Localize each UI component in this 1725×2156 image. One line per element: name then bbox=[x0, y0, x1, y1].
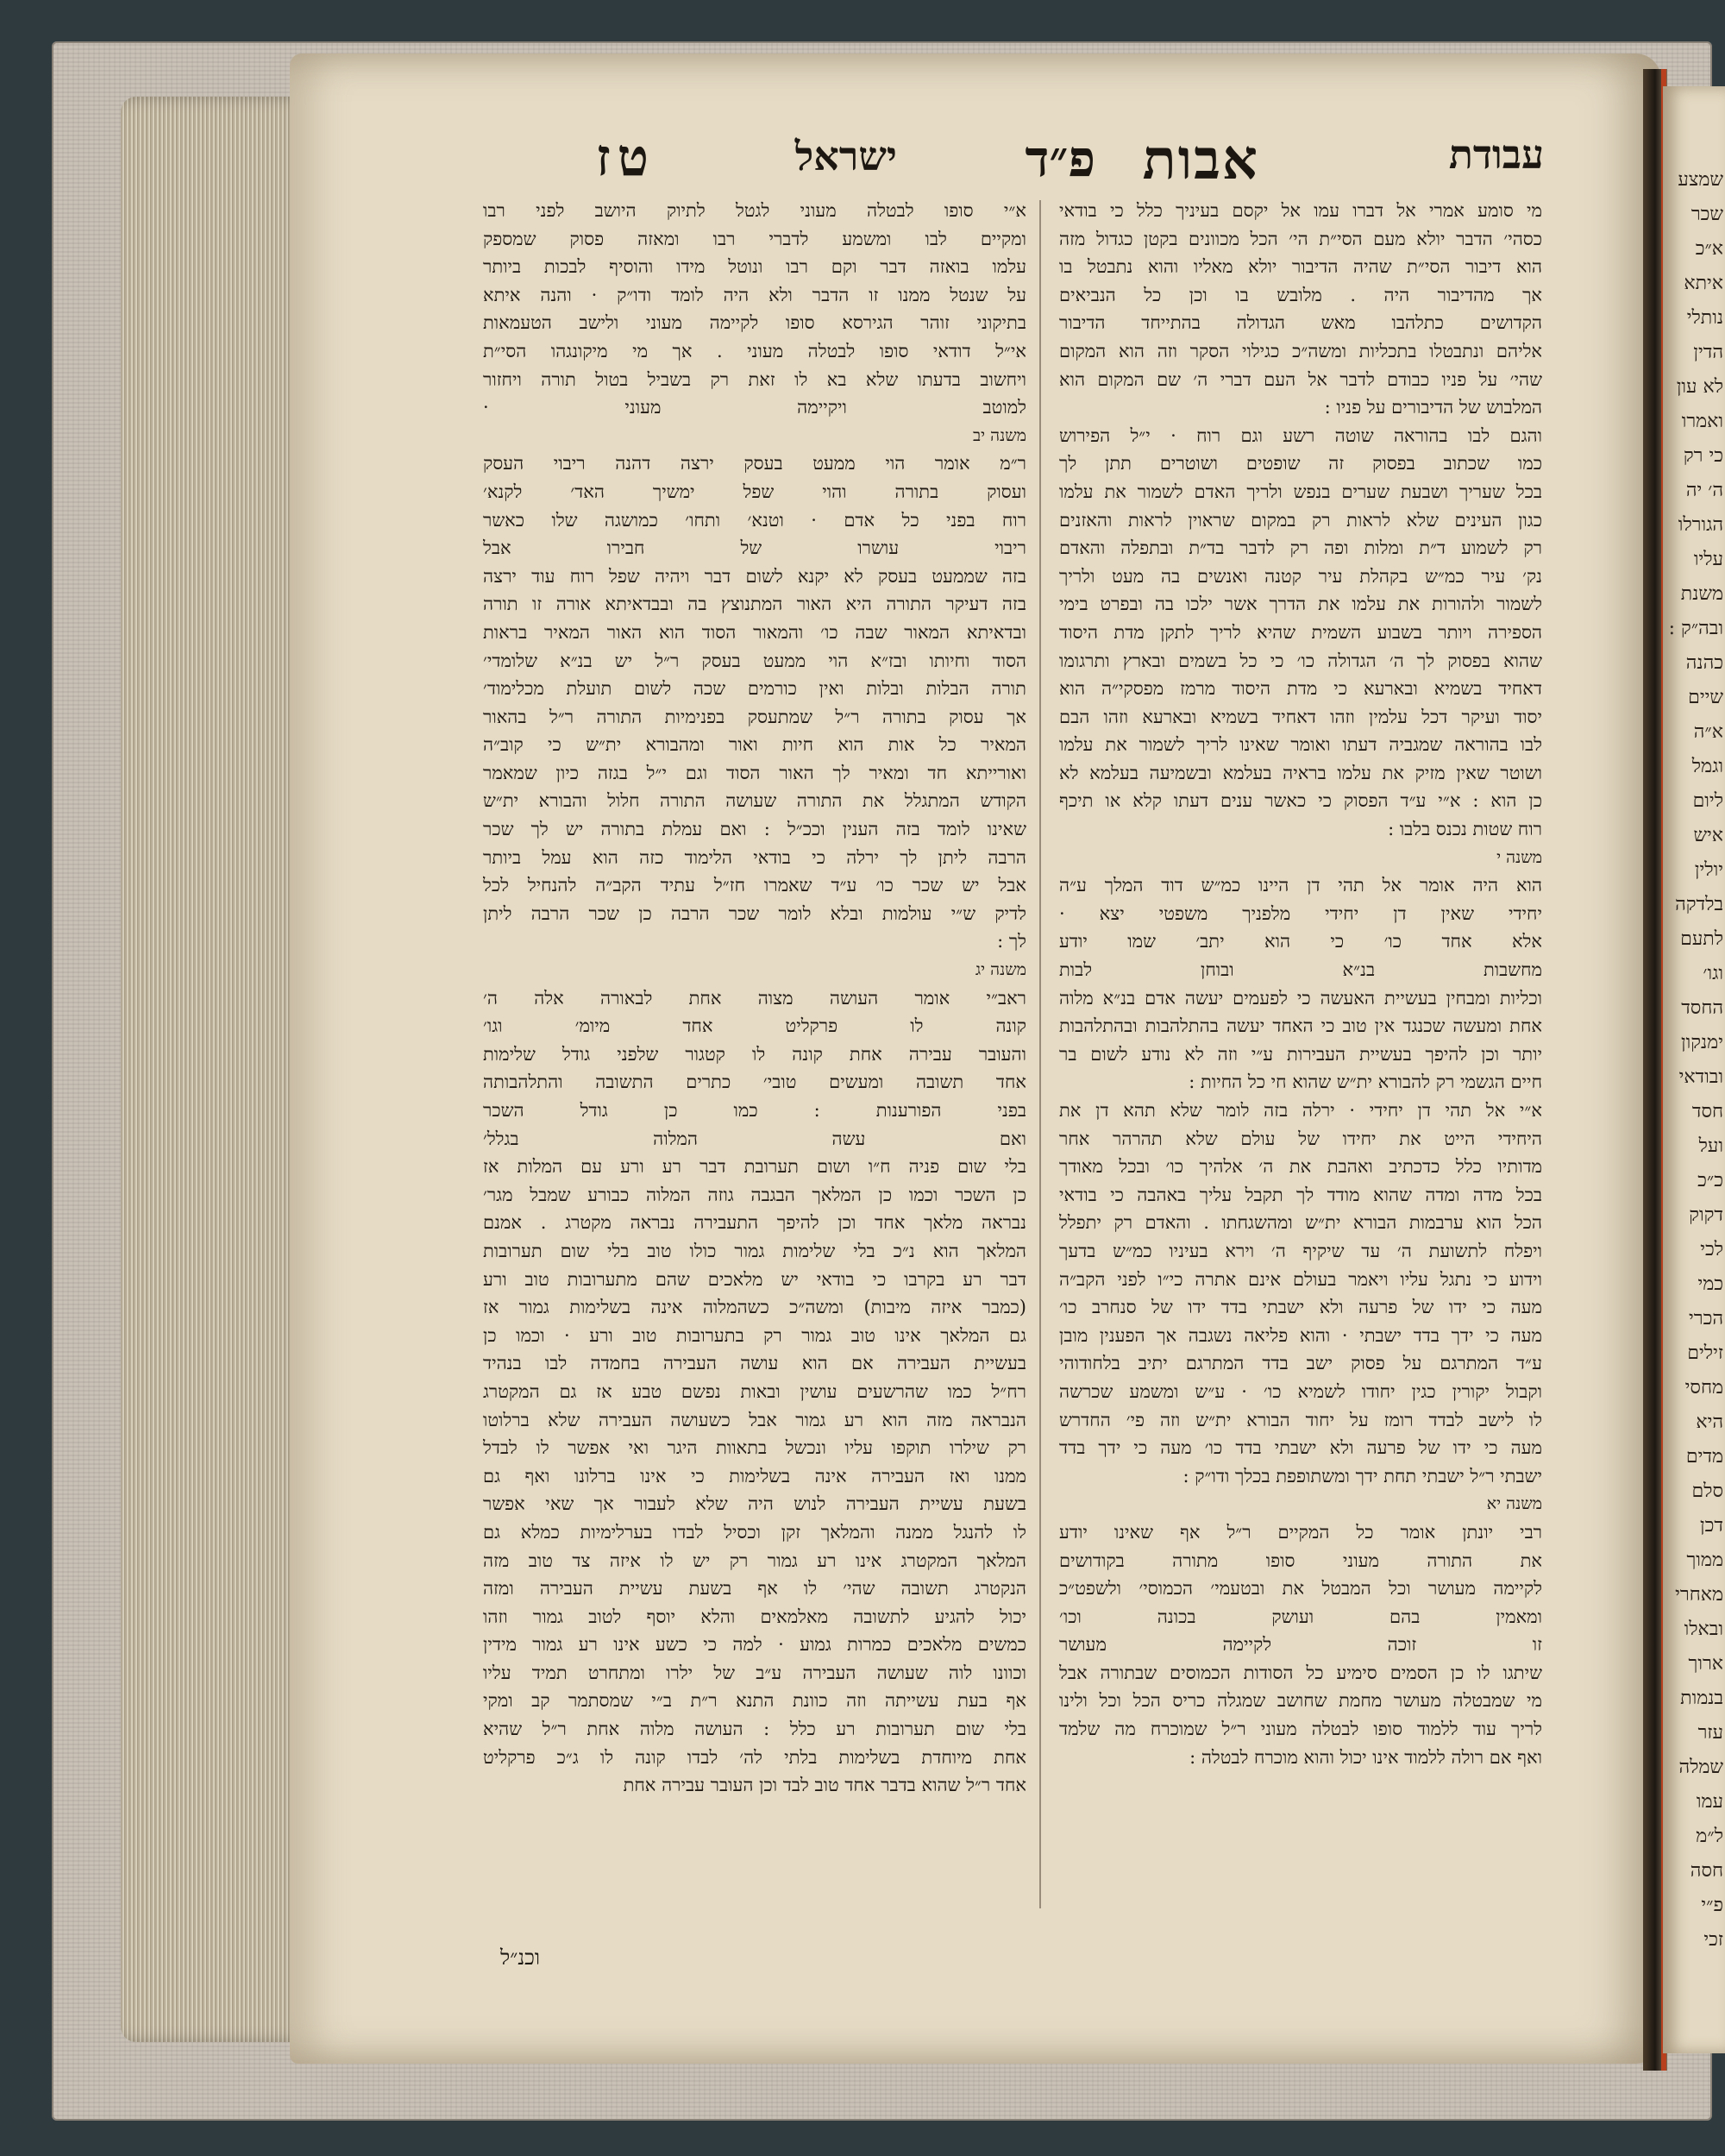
facing-page-line: משנת bbox=[1680, 583, 1723, 605]
facing-page-line: עליו bbox=[1693, 549, 1723, 570]
facing-page-line: חסה bbox=[1690, 1860, 1723, 1882]
right-column-line: המלבוש של הדיבורים על פניו : bbox=[1324, 397, 1542, 418]
left-column-line: אחד תשובה ומעשים טובי׳ כתרים התשובה והתלהבותה bbox=[483, 1072, 1026, 1093]
right-column-line: ויפלח לתשועת ה׳ עד שיקיף ה׳ וירא בעיניו כמ״ש בדעך bbox=[1059, 1240, 1542, 1261]
facing-page-line: הכרי bbox=[1689, 1308, 1723, 1329]
facing-page-line: זילים bbox=[1687, 1342, 1723, 1364]
facing-page-line: בנמות bbox=[1680, 1688, 1723, 1709]
facing-page-line: כי רק bbox=[1683, 445, 1723, 467]
right-column-line: הוא היה אומר אל תהי דן היינו כמ״ש דוד המלך ע״ה bbox=[1059, 875, 1542, 896]
left-column-line: ואם עשה המלוה בגלל׳ bbox=[483, 1128, 1026, 1149]
right-column-line: לשמור ולהורות את עלמו את הדרך אשר ילכו בה ובפרט בימי bbox=[1059, 594, 1542, 615]
header-chapter: פ״ד bbox=[1025, 129, 1095, 188]
right-column-line: כסהי׳ הדבר יולא מעם הסי״ת הי׳ הכל מכוונים בקטן כגדול מזה bbox=[1059, 228, 1542, 249]
left-column-line: המלאך הוא נ״כ בלי שלימות גמור כולו טוב בלי שום תערובות bbox=[483, 1240, 1026, 1261]
left-column-line: ראב״י אומר העושה מצוה אחת לבאורה אלה ה׳ bbox=[483, 987, 1026, 1009]
left-column-line: למוטב ויקיימה מעוני · bbox=[483, 397, 1026, 418]
facing-page-line: דכן bbox=[1700, 1515, 1723, 1537]
facing-page-line: החסד bbox=[1681, 997, 1723, 1019]
header-right-title: ישראל bbox=[794, 133, 897, 179]
right-column-line: רק לשמוע ד״ת ומלות ופה רק לדבר בד״ת ובתפלה והאדם bbox=[1059, 537, 1542, 559]
left-column-line: יכול להגיע לתשובה מאלמאים והלא יוסף לטוב גמור וזהו bbox=[483, 1606, 1026, 1627]
right-column-line: בכל מדה ומדה שהוא מודד לך תקבל עליך באהבה כי בודאי bbox=[1059, 1184, 1542, 1205]
facing-page-line: לכי bbox=[1700, 1239, 1723, 1260]
right-column-line: לבו בהוראה שמגביה דעתו ואומר שאינו לריך לשמור את עלמו bbox=[1059, 734, 1542, 756]
facing-page-line: וגמל bbox=[1691, 756, 1723, 777]
right-column-line: ומאמין בהם ועושק בכונה וכו׳ bbox=[1059, 1606, 1542, 1627]
right-column-line: וכליות ומבחין בעשיית האעשה כי לפעמים יעשה אדם בנ״א מלוה bbox=[1059, 987, 1542, 1009]
right-column-line: היחידי הייט את יחידו של עולם שלא תהרהר אחר bbox=[1059, 1128, 1542, 1149]
left-column-line: בלי שום תערובות רע כלל : העושה מלוה אחת ר״ל שהיא bbox=[483, 1719, 1026, 1740]
facing-page-line: ובודאי bbox=[1678, 1066, 1723, 1088]
left-column-line: קונה לו פרקליט אחד מיומ׳ וגו׳ bbox=[483, 1015, 1026, 1037]
right-column-line: לריך עוד ללמוד סופו לבטלה מעוני ר״ל שמוכרח מה שלמד bbox=[1059, 1719, 1542, 1740]
right-column-line: כן הוא : א״י ע״ד הפסוק כי כאשר ענים דעתו קלא או תיכף bbox=[1059, 790, 1542, 812]
left-column-line: עלמו בואזה דבר וקם רבו ונוטל מידו והוסיף לבכות ביותר bbox=[483, 256, 1026, 278]
right-column-line: א״י אל תהי דן יחידי · ירלה בזה לומר שלא תהא דן את bbox=[1059, 1100, 1542, 1121]
facing-page-line: ואמרו bbox=[1681, 411, 1723, 432]
facing-page-line: ה׳ יה bbox=[1685, 480, 1723, 501]
right-column-line: משנה י bbox=[1496, 847, 1542, 867]
facing-page-line: ל״מ bbox=[1696, 1826, 1723, 1847]
left-column-line: אחת מיוחדת בשלימות בלתי לה׳ לבדו קונה לו ג״כ פרקליט bbox=[483, 1746, 1026, 1768]
right-column-line: דאחיד בשמיא ובארעא כי מדת היסוד מרמז מפסקי״ה הוא bbox=[1059, 678, 1542, 700]
left-column-line: רח״ל כמו שהרשעים עושין ובאות נפשם טבע אז גם המקטרג bbox=[483, 1380, 1026, 1402]
facing-page-line: דקוק bbox=[1689, 1204, 1723, 1226]
header-left-title: עבודת bbox=[1448, 131, 1544, 178]
left-column-line: נבראה מלאך אחד וכן להיפך התעבירה נבראה מקטרג . אמנם bbox=[483, 1212, 1026, 1234]
left-column-line: בזה שממעט בעסק לא יקנא לשום דבר ויהיה שפל רוח עוד ירצה bbox=[483, 565, 1026, 587]
facing-page-line: ממוך bbox=[1686, 1549, 1723, 1571]
left-column-line: בזה דעיקר התורה היא האור המתנוצץ בה ובבדאיתא אורה זו תורה bbox=[483, 594, 1026, 615]
left-column-line: הנקטרג תשובה שהי׳ לו אף בשעת עשיית העבירה ומזה bbox=[483, 1578, 1026, 1600]
page-number: טז bbox=[596, 128, 656, 188]
left-column-line: ממנו ואז העבירה אינה בשלימות כי אינו ברלונו ואף גם bbox=[483, 1465, 1026, 1487]
header-center-title: אבות bbox=[1142, 128, 1259, 192]
facing-page-line: כמי bbox=[1697, 1273, 1723, 1295]
facing-page-line: איש bbox=[1693, 825, 1723, 846]
page-block-edge bbox=[121, 97, 306, 2042]
left-column-line: הרבה ליתן לך ירלה כי בודאי הלימוד כזה הוא עמל ביותר bbox=[483, 846, 1026, 868]
left-text-column bbox=[483, 197, 1026, 1800]
right-column-line: הקדושים כתלהבו מאש הגדולה בהתייחד הדיבור bbox=[1059, 312, 1542, 334]
left-column-line: כמשים מלאכים כמרות גמוע · למה כי כשע אינו רע גמור מידין bbox=[483, 1634, 1026, 1656]
facing-page-line: נותלי bbox=[1686, 307, 1723, 329]
right-column-line: לקיימה מעושר וכל המבטל את ובטעמי׳ הכמוסי׳ ולשפט״כ bbox=[1059, 1578, 1542, 1600]
left-column-line: משנה יב bbox=[972, 425, 1026, 445]
facing-page-line: ארוך bbox=[1688, 1653, 1723, 1675]
right-column-line: ואף אם רולה ללמוד אינו יכול והוא מוכרח לבטלה : bbox=[1189, 1746, 1542, 1768]
right-column-line: ע״ד המתרגם על פסוק ישב בדד המתרגם יתיב בלחודוהי bbox=[1059, 1353, 1542, 1374]
right-column-line: כגון העינים שלא לראות רק במקום שראוין לראות והאזנים bbox=[1059, 509, 1542, 531]
left-column-line: אחד ר״ל שהוא בדבר אחד טוב לבד וכן העובר עבירה אחת bbox=[623, 1775, 1026, 1796]
right-column-line: והגם לבו בהוראה שוטה רשע וגם רוח · י״ל הפירוש bbox=[1059, 424, 1542, 446]
left-column-line: ויחשוב בדעתו שלא בא לו זאת רק בשביל בטול תורה ויחזור bbox=[483, 368, 1026, 390]
right-column-line: אחת ומעשה שכנגד אין טוב כי האחד יעשה בהתלהבות ובהתלהבות bbox=[1059, 1015, 1542, 1037]
left-column-line: הסוד וחיותו ובז״א הוי ממעט בעסק ר״ל יש בנ״א שלומדי׳ bbox=[483, 650, 1026, 671]
right-column-line: רוח שטות נכנס בלבו : bbox=[1388, 819, 1542, 840]
right-column-line: יחידי שאין דן יחידי מלפניך משפטי יצא · bbox=[1059, 902, 1542, 924]
right-column-line: יסוד ועיקר דכל עלמין וזהו דאחיד בשמיא ובארעא וזהו הבם bbox=[1059, 706, 1542, 727]
left-column-line: בלי שום פניה ח״ו ושום תערובת דבר רע ורע עם המלות אז bbox=[483, 1156, 1026, 1178]
facing-page-line: פ״י bbox=[1701, 1895, 1723, 1916]
facing-page-line: ליום bbox=[1692, 790, 1723, 812]
facing-page-line: הדין bbox=[1693, 342, 1723, 363]
column-divider bbox=[1039, 200, 1041, 1908]
facing-page-line: לא עון bbox=[1676, 376, 1723, 398]
facing-page-line: סלם bbox=[1691, 1480, 1723, 1502]
left-column-line: א״י סופו לבטלה מעוני לגטל לתיוק היושב לפני רבו bbox=[483, 200, 1026, 221]
left-column-line: ובדאיתא המאור שבה כו׳ והמאור הסוד הוא האור המאיר בראות bbox=[483, 621, 1026, 643]
facing-page-line: כ״כ bbox=[1697, 1170, 1723, 1191]
right-column-line: מי שמבטלה מעושר מחמת שחושב שמגלה כריס הכל וכל ולינו bbox=[1059, 1690, 1542, 1712]
left-column-line: אך עסוק בתורה ר״ל שמתעסק בפנימיות התורה ר״ל בהאור bbox=[483, 706, 1026, 727]
left-column-line: בעשיית העבירה אם הוא עושה העבירה בחמדה לבו בנהיד bbox=[483, 1353, 1026, 1374]
facing-page-line: ובה״ק : bbox=[1668, 618, 1723, 639]
facing-page-line: שמלה bbox=[1678, 1757, 1723, 1778]
left-column-line: לו להנגל ממנה והמלאך זקן וכסיל לבדו בערלימיות כמלא גם bbox=[483, 1521, 1026, 1543]
right-column-line: הוא דיבור הסי״ת שהיה הדיבור יולא מאליו והוא נתבטל בו bbox=[1059, 256, 1542, 278]
facing-page-line: עזר bbox=[1697, 1722, 1723, 1744]
left-column-line: כן השכר וכמו כן המלאך הבגבה גוזה המלוה כבורע שמבל מגר׳ bbox=[483, 1184, 1026, 1205]
left-column-line: המאיר כל אות הוא חיות ואור ומהבורא ית״ש כי קוב״ה bbox=[483, 734, 1026, 756]
right-column-line: ושוטר שאין מזיק את עלמו בראיה בעלמא ובשמיעה בעלמא לא bbox=[1059, 762, 1542, 783]
right-column-line: רבי יונתן אומר כל המקיים ר״ל אף שאינו יודע bbox=[1059, 1521, 1542, 1543]
facing-page-line: שמצע bbox=[1678, 169, 1723, 191]
right-column-line: ישבתי ר״ל ישבתי תחת ידך ומשתופפת בכלך ודו״ק : bbox=[1182, 1465, 1542, 1487]
left-column-line: (כמבר איזה מיבות) ומשה״כ כשהמלוה אינה בשלימות גמור אז bbox=[483, 1297, 1026, 1318]
facing-page-line: בלדקה bbox=[1675, 894, 1723, 915]
right-column-line: כמו שכתוב בפסוק זה שופטים ושוטרים תתן לך bbox=[1059, 453, 1542, 475]
right-column-line: זו זוכה לקיימה מעושר bbox=[1059, 1634, 1542, 1656]
left-column-line: הנבראה מזה הוא רע גמור אבל כשעושה העבירה שלא ברלוטו bbox=[483, 1409, 1026, 1430]
catchword: וכנ״ל bbox=[500, 1945, 541, 1970]
left-column-line: אי״ל דודאי סופו לבטלה מעוני . אך מי מיקונגהו הסי״ת bbox=[483, 340, 1026, 361]
running-header bbox=[483, 128, 1544, 197]
left-column-line: תורה הבלות ובלות ואין כורמים שכה לשום תועלת מכלימוד׳ bbox=[483, 678, 1026, 700]
right-column-line: מעה כי ידך בדד ישבתי · והוא פליאה נשגבה אך הפענין מובן bbox=[1059, 1324, 1542, 1346]
facing-page-line: יולין bbox=[1694, 859, 1723, 881]
right-column-line: נק׳ עיר כמ״ש בקהלת עיר קטנה ואנשים בה מעט ולריך bbox=[1059, 565, 1542, 587]
facing-page-line: מאחרי bbox=[1675, 1584, 1723, 1606]
right-column-line: לו לישב לבדד רומז על יחוד הבורא ית״ש וזה פי׳ החדרש bbox=[1059, 1409, 1542, 1430]
facing-page-line: לתעם bbox=[1680, 928, 1723, 950]
right-column-line: בכל שעריך ושבעת שערים בנפש ולריך האדם לשמור את עלמו bbox=[1059, 481, 1542, 502]
right-column-line: אלא אחד כו׳ כי הוא יתב׳ שמו יודע bbox=[1059, 931, 1542, 952]
right-column-line: שיתגו לו כן הסמים סימיע כל הסודות הכמוסים שבתורה אבל bbox=[1059, 1662, 1542, 1683]
right-column-line: יותר וכן להיפך בעשיית העבירות ע״י וזה לא נודע לשום בר bbox=[1059, 1043, 1542, 1065]
facing-page-line: ובאלו bbox=[1684, 1619, 1723, 1640]
facing-page-line: זכי bbox=[1703, 1929, 1723, 1951]
right-column-line: וידוע כי נתגל עליו ויאמר בעולם אינם אתרה כי״ו לפני הקב״ה bbox=[1059, 1268, 1542, 1290]
facing-page-line: א״ה bbox=[1693, 721, 1723, 743]
facing-page-line: ימנקון bbox=[1681, 1032, 1723, 1053]
left-column-line: ואורייתא חד ומאיר לך האור הסוד וגם י״ל בגזה כיון שמאמר bbox=[483, 762, 1026, 783]
right-column-line: אליהם ונתבטלו בתכליות ומשה״כ כגילוי הסקר וזה הוא המקום bbox=[1059, 340, 1542, 361]
left-column-line: גם המלאך אינו טוב גמור רק בתערובות טוב ורע · וכמו כן bbox=[483, 1324, 1026, 1346]
facing-page-line: מחסי bbox=[1684, 1377, 1723, 1399]
right-column-line: מי סומע אמרי אל דברו עמו אל יקסם בעיניך כלל כי בודאי bbox=[1059, 200, 1542, 221]
left-column-line: לדיק ש״י עולמות ובלא לומר שכר הרבה כן שכר הרבה ליתן bbox=[483, 902, 1026, 924]
left-column-line: רוח בפני כל אדם · וטנא׳ ותחו׳ כמושגה שלו כאשר bbox=[483, 509, 1026, 531]
facing-page-line: ועל bbox=[1698, 1135, 1723, 1157]
right-column-line: הכל הוא ערבמות הבורא ית״ש ומהשגחתו . והאדם רק יתפלל bbox=[1059, 1212, 1542, 1234]
left-column-line: ר״מ אומר הוי ממעט בעסק ירצה דהנה ריבוי העסק bbox=[483, 453, 1026, 475]
facing-page-line: שכר bbox=[1690, 204, 1723, 225]
left-column-line: וכוונו לוה שעושה העבירה ע״ב של ילרו ומתחרט תמיד עליו bbox=[483, 1662, 1026, 1683]
left-column-line: המלאך המקטרג אינו רע גמור רק יש לו איזה צד טוב מזה bbox=[483, 1549, 1026, 1571]
left-column-line: והעובר עבירה אחת קונה לו קטגור שלפני גודל שלימות bbox=[483, 1043, 1026, 1065]
right-text-column bbox=[1059, 197, 1542, 1771]
left-column-line: ועסוק בתורה והוי שפל ימשיך האד׳ לקנא׳ bbox=[483, 481, 1026, 502]
facing-page-line: היא bbox=[1696, 1411, 1723, 1433]
left-column-line: בשעת עשיית העבירה לנוש היה שלא לעבור אך שאי אפשר bbox=[483, 1493, 1026, 1515]
left-column-line: על שנטל ממנו זו הדבר ולא היה לומד ודו״ק · והנה איתא bbox=[483, 284, 1026, 305]
facing-page-line: מדים bbox=[1685, 1446, 1723, 1468]
facing-page-fragment bbox=[1663, 86, 1725, 2053]
right-column-line: מעה כי ידו של פרעה ולא ישבתי בדד כו׳ מעה כי ידך בדד bbox=[1059, 1437, 1542, 1459]
left-column-line: אבל יש שכר כו׳ ע״ד שאמרו חז״ל עתיד הקב״ה להנחיל לכל bbox=[483, 875, 1026, 896]
left-column-line: לך : bbox=[997, 931, 1026, 952]
right-column-line: משנה יא bbox=[1486, 1494, 1542, 1514]
right-column-line: הספירה ויותר בשבוע השמית שהיא לריך לתקן מדת היסוד bbox=[1059, 621, 1542, 643]
right-column-line: וקבול יקורין כגין יחודו לשמיא כו׳ · ע״ש ומשמע שכרשה bbox=[1059, 1380, 1542, 1402]
left-column-line: אף בעת עשייתה וזה כוונת התנא ר״ת ב״י שמסתמר קב ומקי bbox=[483, 1690, 1026, 1712]
left-column-line: שאינו לומד בזה הענין וככ״ל : ואם עמלת בתורה יש לך שכר bbox=[483, 819, 1026, 840]
left-column-line: דבר רע בקרבו כי בודאי יש מלאכים שהם מתערובות טוב ורע bbox=[483, 1268, 1026, 1290]
facing-page-line: א״כ bbox=[1695, 238, 1723, 260]
left-column-line: ומקיים לבו ומשמע לדברי רבו ומאזה פסוק שמספק bbox=[483, 228, 1026, 249]
right-column-line: מעה כי ידו של פרעה ולא ישבתי בדד ידו של סנחרב כו׳ bbox=[1059, 1297, 1542, 1318]
left-column-line: ריבוי עושרו של חבירו אבל bbox=[483, 537, 1026, 559]
right-column-line: חיים הגשמי רק להבורא ית״ש שהוא חי כל החיות : bbox=[1189, 1072, 1542, 1093]
facing-page-line: חסד bbox=[1691, 1101, 1723, 1122]
facing-page-line: איתא bbox=[1684, 273, 1723, 294]
facing-page-line: עמו bbox=[1696, 1791, 1723, 1813]
left-column-line: הקודש המתגלל את התורה שעושה התורה חלול והבורא ית״ש bbox=[483, 790, 1026, 812]
right-column-line: אך מהדיבור היה . מלובש בו וכן כל הנביאים bbox=[1059, 284, 1542, 305]
left-column-line: בפני הפורענות : כמו כן גודל השכר bbox=[483, 1100, 1026, 1121]
left-column-line: רק שילרו תוקפו עליו ונכשל בתאוות היגר ואי אפשר לו לבדל bbox=[483, 1437, 1026, 1459]
right-column-line: שהוא בפסוק לך ה׳ הגדולה כו׳ כי כל בשמים ובארץ ותרגומו bbox=[1059, 650, 1542, 671]
facing-page-line: שיים bbox=[1688, 687, 1723, 708]
facing-page-line: וגו׳ bbox=[1703, 963, 1723, 984]
facing-page-line: הגורלו bbox=[1678, 514, 1723, 536]
left-column-line: משנה יג bbox=[975, 960, 1026, 980]
right-column-line: מחשבות בנ״א ובוחן לבות bbox=[1059, 959, 1542, 981]
right-column-line: את התורה מעוני סופו מתורה בקודושים bbox=[1059, 1549, 1542, 1571]
left-column-line: בתיקוני זוהר הגירסא סופו לקיימה מעוני ולישב הטעמאות bbox=[483, 312, 1026, 334]
right-column-line: מדותיו כלל כדכתיב ואהבת את ה׳ אלהיך כו׳ ובכל מאודך bbox=[1059, 1156, 1542, 1178]
facing-page-line: כהנה bbox=[1685, 652, 1723, 674]
right-column-line: שהי׳ על פניו כבודם לדבר אל העם דברי ה׳ שם המקום הוא bbox=[1059, 368, 1542, 390]
